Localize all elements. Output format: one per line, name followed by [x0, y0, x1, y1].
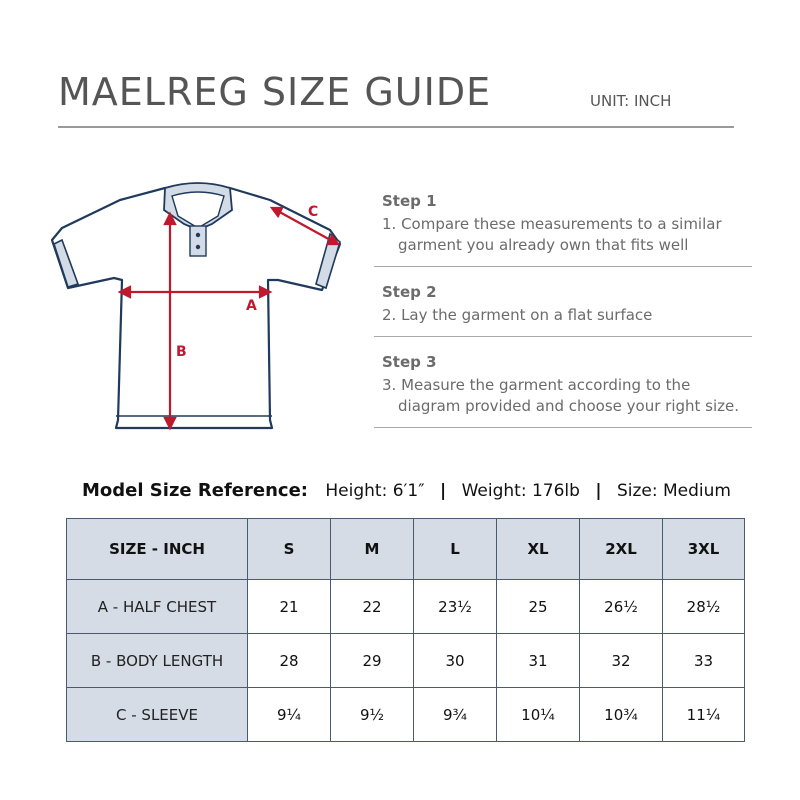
size-table	[66, 518, 745, 742]
table-cell: 23½	[414, 580, 497, 634]
table-cell: 21	[248, 580, 331, 634]
row-label: B - BODY LENGTH	[67, 634, 248, 688]
step-2	[374, 281, 752, 337]
table-header-cell: M	[331, 519, 414, 580]
table-row	[67, 688, 745, 742]
steps-list	[374, 190, 752, 442]
unit-label: UNIT: INCH	[590, 92, 672, 110]
table-header-cell: XL	[497, 519, 580, 580]
table-header-cell: S	[248, 519, 331, 580]
table-cell: 28	[248, 634, 331, 688]
page-title: MAELREG SIZE GUIDE	[58, 70, 492, 114]
model-size-reference	[82, 480, 731, 501]
table-cell: 28½	[663, 580, 745, 634]
table-cell: 33	[663, 634, 745, 688]
step-title: Step 2	[382, 283, 437, 301]
separator: |	[439, 481, 447, 501]
table-header-cell: 3XL	[663, 519, 745, 580]
label-c: C	[308, 204, 319, 220]
placket	[190, 226, 206, 256]
step-title: Step 1	[382, 192, 437, 210]
table-cell: 10¾	[580, 688, 663, 742]
table-cell: 25	[497, 580, 580, 634]
table-cell: 29	[331, 634, 414, 688]
step-1	[374, 190, 752, 267]
table-row	[67, 580, 745, 634]
table-cell: 32	[580, 634, 663, 688]
title-divider	[58, 126, 734, 128]
table-cell: 22	[331, 580, 414, 634]
table-header-cell: 2XL	[580, 519, 663, 580]
row-label: A - HALF CHEST	[67, 580, 248, 634]
row-label: C - SLEEVE	[67, 688, 248, 742]
step-text: 3. Measure the garment according to the diagram provided and choose your right size.	[382, 376, 740, 415]
step-3	[374, 351, 752, 428]
step-text: 1. Compare these measurements to a similar garment you already own that fits well	[382, 215, 722, 254]
label-b: B	[176, 344, 187, 360]
table-cell: 31	[497, 634, 580, 688]
table-header-cell: L	[414, 519, 497, 580]
button-bottom	[196, 245, 200, 249]
table-cell: 9¼	[248, 688, 331, 742]
step-title: Step 3	[382, 353, 437, 371]
table-cell: 9½	[331, 688, 414, 742]
model-weight: Weight: 176lb	[461, 481, 580, 501]
table-cell: 10¼	[497, 688, 580, 742]
model-size: Size: Medium	[616, 481, 731, 501]
model-height: Height: 6′1″	[325, 481, 425, 501]
separator: |	[595, 481, 602, 501]
table-cell: 30	[414, 634, 497, 688]
table-header-cell: SIZE - INCH	[67, 519, 248, 580]
step-text: 2. Lay the garment on a flat surface	[382, 306, 653, 324]
table-cell: 9¾	[414, 688, 497, 742]
table-header-row	[67, 519, 745, 580]
table-cell: 26½	[580, 580, 663, 634]
shirt-diagram	[40, 170, 360, 440]
model-reference-label: Model Size Reference:	[82, 480, 308, 501]
label-a: A	[246, 298, 257, 314]
table-cell: 11¼	[663, 688, 745, 742]
button-top	[196, 233, 200, 237]
table-row	[67, 634, 745, 688]
